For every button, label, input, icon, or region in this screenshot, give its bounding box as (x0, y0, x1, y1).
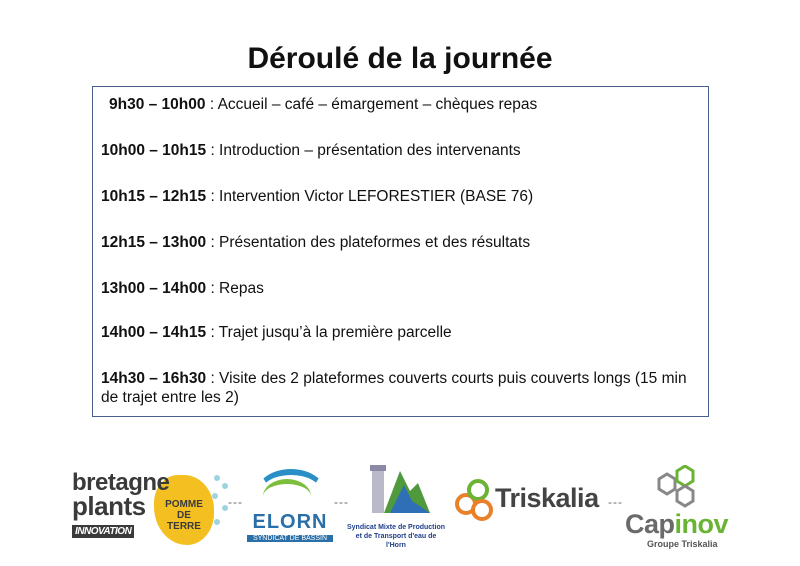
syndicat-logo (346, 461, 446, 553)
schedule-item (101, 187, 533, 206)
capinov-name (625, 509, 728, 540)
bretagne-text: bretagne (72, 469, 170, 496)
water-tower-icon (364, 461, 434, 521)
schedule-time: 12h15 – 13h00 (101, 234, 207, 251)
triskel-icon (467, 479, 489, 501)
schedule-time: 10h15 – 12h15 (101, 188, 207, 205)
elorn-name: ELORN (252, 511, 328, 533)
schedule-time: 13h00 – 14h00 (101, 280, 207, 297)
decorative-dots (210, 475, 230, 535)
schedule-text: : Accueil – café – émargement – chèques repas (205, 96, 538, 113)
wave-icon (263, 479, 311, 514)
schedule-text: : Trajet jusqu’à la première parcelle (206, 324, 452, 341)
bretagne-plants-logo (72, 469, 222, 549)
cap-text: Cap (625, 509, 675, 539)
innovation-text: INNOVATION (72, 525, 134, 538)
schedule-item (101, 279, 264, 298)
capinov-subtitle: Groupe Triskalia (647, 539, 718, 549)
triskalia-name: Triskalia (495, 483, 599, 513)
elorn-logo (245, 469, 335, 549)
schedule-time: 10h00 – 10h15 (101, 142, 207, 159)
inov-text: inov (674, 509, 729, 539)
schedule-text: : Introduction – présentation des intervenants (206, 142, 521, 159)
schedule-text: : Intervention Victor LEFORESTIER (BASE 76) (206, 188, 534, 205)
schedule-box (92, 86, 709, 417)
triskalia-logo (455, 477, 615, 527)
pomme-de-terre-badge: POMME DE TERRE (165, 499, 203, 532)
schedule-item (101, 369, 705, 407)
schedule-text: : Visite des 2 plateformes couverts courts puis couverts longs (15 min de trajet entre les 2) (101, 370, 687, 406)
schedule-text: : Présentation des plateformes et des résultats (206, 234, 531, 251)
schedule-item (101, 323, 452, 342)
schedule-item (101, 141, 521, 160)
elorn-subtitle: SYNDICAT DE BASSIN (247, 535, 333, 542)
schedule-text: : Repas (206, 280, 264, 297)
syndicat-name: Syndicat Mixte de Production et de Transport d'eau de l'Horn (346, 524, 445, 549)
separator: --- (608, 495, 623, 509)
capinov-logo (625, 465, 735, 555)
schedule-time: 9h30 – 10h00 (109, 96, 206, 113)
triskel-icon (471, 499, 493, 521)
separator: --- (228, 495, 243, 509)
molecule-icon (649, 465, 709, 509)
separator: --- (334, 495, 349, 509)
schedule-time: 14h30 – 16h30 (101, 370, 207, 387)
partner-logos (0, 455, 800, 565)
schedule-item (101, 233, 530, 252)
schedule-item (109, 95, 537, 114)
schedule-time: 14h00 – 14h15 (101, 324, 207, 341)
page-title: Déroulé de la journée (247, 42, 553, 75)
plants-text: plants (72, 491, 146, 521)
